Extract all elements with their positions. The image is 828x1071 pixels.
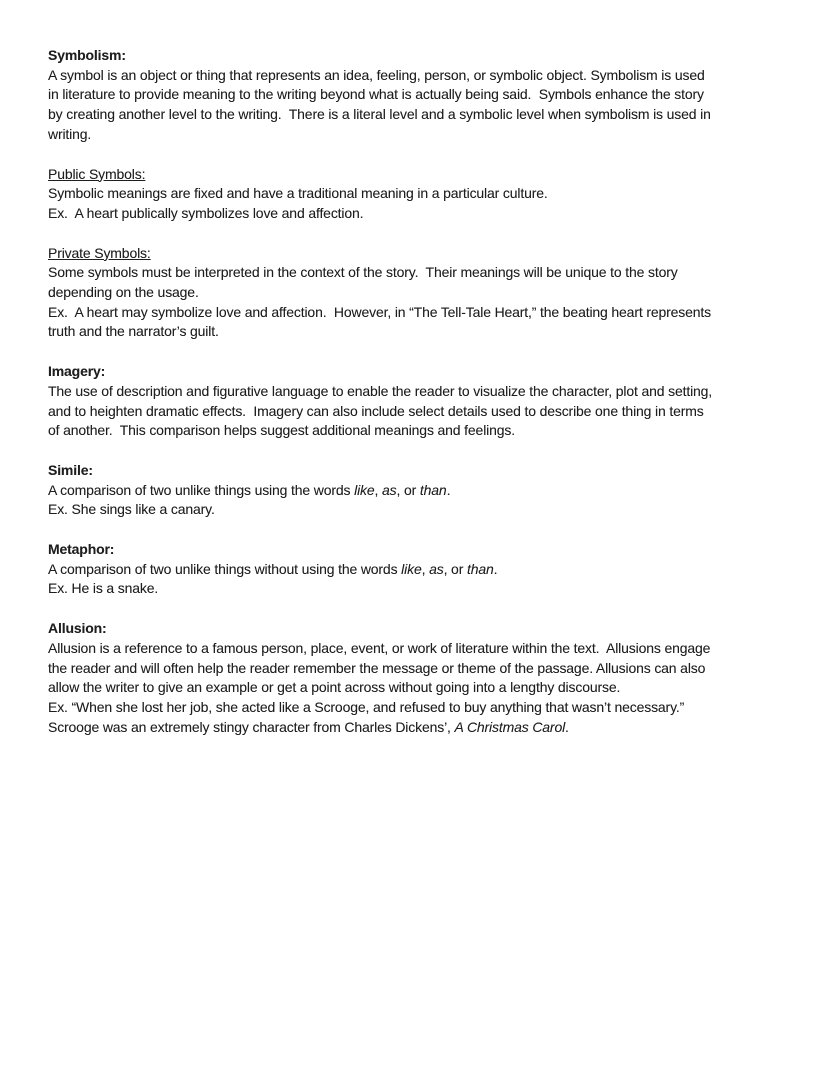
section-heading-metaphor: Metaphor: bbox=[48, 541, 115, 558]
text-line: in literature to provide meaning to the writing beyond what is actually being said. Symbols enhance the story bbox=[48, 86, 704, 103]
text-line: depending on the usage. bbox=[48, 284, 199, 301]
text-line: Ex. “When she lost her job, she acted like a Scrooge, and refused to buy anything that wasn’t necessary.” bbox=[48, 698, 685, 715]
text-line: writing. bbox=[48, 125, 92, 142]
text-line: of another. This comparison helps suggest additional meanings and feelings. bbox=[48, 422, 515, 439]
text-line: Ex. He is a snake. bbox=[48, 580, 159, 597]
definition-text: A comparison of two unlike things without using the words bbox=[48, 560, 402, 577]
text-line: truth and the narrator’s guilt. bbox=[48, 323, 219, 340]
text-line: allow the writer to give an example or get a point across without going into a lengthy discourse. bbox=[48, 679, 621, 696]
text-line: Allusion is a reference to a famous person, place, event, or work of literature within the text. Allusions engage bbox=[48, 639, 711, 656]
text-line: A symbol is an object or thing that represents an idea, feeling, person, or symbolic object. Symbolism is used bbox=[48, 66, 705, 83]
italic-book-title: A Christmas Carol bbox=[454, 718, 566, 735]
italic-word: than bbox=[419, 481, 447, 498]
text-line: and to heighten dramatic effects. Imagery can also include select details used to describe one thing in terms bbox=[48, 402, 704, 419]
text-line: Ex. A heart publically symbolizes love and affection. bbox=[48, 204, 364, 221]
text-line-definition: A comparison of two unlike things using the words like, as, or than. bbox=[48, 481, 451, 498]
text-line: by creating another level to the writing. There is a literal level and a symbolic level when symbolism is used in bbox=[48, 106, 711, 123]
heading-text: Private Symbols: bbox=[48, 244, 151, 261]
heading-text: Public Symbols: bbox=[48, 165, 146, 182]
italic-word: than bbox=[466, 560, 494, 577]
italic-word: like bbox=[354, 481, 375, 498]
section-heading-private-symbols bbox=[48, 244, 828, 264]
section-metaphor bbox=[48, 540, 828, 599]
section-allusion bbox=[48, 619, 828, 737]
italic-word: as bbox=[429, 560, 444, 577]
text-line: Ex. She sings like a canary. bbox=[48, 501, 215, 518]
section-public-symbols bbox=[48, 165, 828, 224]
definition-text: A comparison of two unlike things using the words bbox=[48, 481, 355, 498]
text-line: The use of description and figurative language to enable the reader to visualize the character, plot and setting, bbox=[48, 382, 713, 399]
text-line: Some symbols must be interpreted in the context of the story. Their meanings will be unique to the story bbox=[48, 264, 678, 281]
italic-word: as bbox=[382, 481, 397, 498]
section-imagery bbox=[48, 362, 828, 441]
text-line: Symbolic meanings are fixed and have a traditional meaning in a particular culture. bbox=[48, 185, 548, 202]
text-line-definition: A comparison of two unlike things without using the words like, as, or than. bbox=[48, 560, 498, 577]
text-line-closing: Scrooge was an extremely stingy character from Charles Dickens’, A Christmas Carol. bbox=[48, 718, 569, 735]
text-line: the reader and will often help the reader remember the message or theme of the passage. Allusions can also bbox=[48, 659, 706, 676]
text-line: Ex. A heart may symbolize love and affection. However, in “The Tell-Tale Heart,” the beating heart represents bbox=[48, 303, 711, 320]
section-heading-allusion: Allusion: bbox=[48, 620, 107, 637]
closing-text: Scrooge was an extremely stingy character from Charles Dickens’, bbox=[48, 718, 455, 735]
italic-word: like bbox=[401, 560, 422, 577]
section-private-symbols bbox=[48, 244, 828, 343]
section-heading-simile: Simile: bbox=[48, 461, 93, 478]
section-heading-public-symbols bbox=[48, 165, 828, 185]
section-symbolism bbox=[48, 46, 828, 145]
section-heading-imagery: Imagery: bbox=[48, 363, 106, 380]
section-heading-symbolism: Symbolism: bbox=[48, 47, 126, 63]
section-simile bbox=[48, 461, 828, 520]
